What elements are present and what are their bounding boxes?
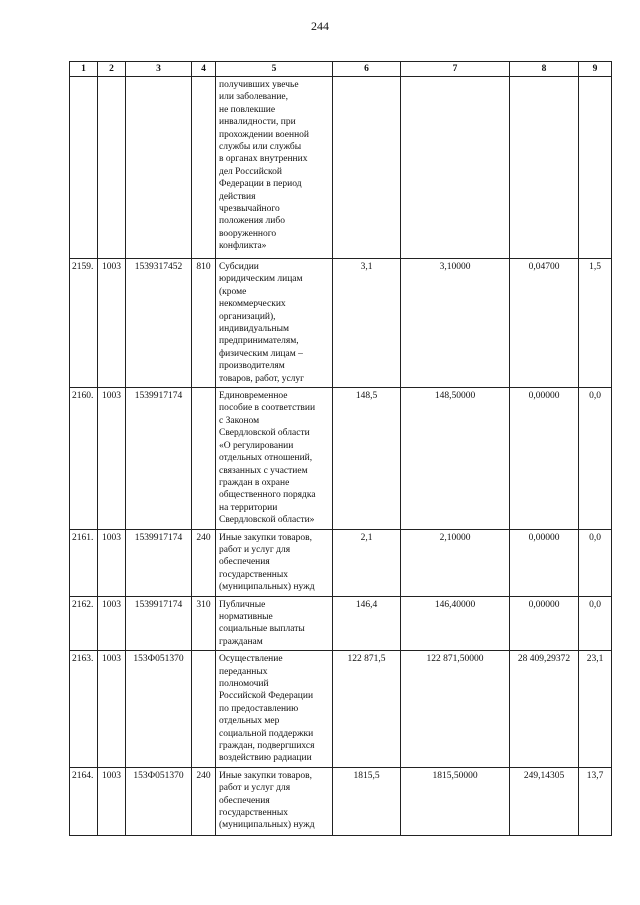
target-article-code: 1539917174	[126, 529, 192, 596]
row-number: 2160.	[70, 388, 98, 529]
section-code: 1003	[98, 767, 126, 835]
table-row	[70, 259, 612, 388]
table-row	[70, 529, 612, 596]
section-code	[98, 77, 126, 259]
planned-amount-precise	[401, 77, 510, 259]
column-header: 3	[126, 62, 192, 77]
execution-percent: 0,0	[579, 529, 612, 596]
item-name: Единовременное пособие в соответствии с Законом Свердловской области «О регулировании отдельных отношений, связанных с участием граждан в охране общественного порядка на территории Свердловской области»	[216, 388, 333, 529]
planned-amount: 148,5	[333, 388, 401, 529]
execution-percent: 13,7	[579, 767, 612, 835]
row-number: 2163.	[70, 651, 98, 768]
item-name: Публичные нормативные социальные выплаты гражданам	[216, 596, 333, 651]
expense-type-code	[192, 651, 216, 768]
section-code: 1003	[98, 259, 126, 388]
column-header: 1	[70, 62, 98, 77]
executed-amount: 0,00000	[510, 596, 579, 651]
expense-type-code: 240	[192, 529, 216, 596]
table-row	[70, 651, 612, 768]
row-number: 2162.	[70, 596, 98, 651]
executed-amount: 0,04700	[510, 259, 579, 388]
table-header-row	[70, 62, 612, 77]
column-header: 7	[401, 62, 510, 77]
execution-percent: 0,0	[579, 596, 612, 651]
target-article-code: 1539917174	[126, 596, 192, 651]
target-article-code: 153Ф051370	[126, 651, 192, 768]
column-header: 2	[98, 62, 126, 77]
planned-amount-precise: 122 871,50000	[401, 651, 510, 768]
execution-percent: 0,0	[579, 388, 612, 529]
target-article-code	[126, 77, 192, 259]
table-row	[70, 77, 612, 259]
expense-type-code: 240	[192, 767, 216, 835]
planned-amount-precise: 148,50000	[401, 388, 510, 529]
executed-amount	[510, 77, 579, 259]
planned-amount: 146,4	[333, 596, 401, 651]
planned-amount-precise: 3,10000	[401, 259, 510, 388]
page-number: 244	[311, 19, 329, 33]
executed-amount: 0,00000	[510, 388, 579, 529]
execution-percent: 1,5	[579, 259, 612, 388]
target-article-code: 153Ф051370	[126, 767, 192, 835]
section-code: 1003	[98, 651, 126, 768]
item-name: Иные закупки товаров, работ и услуг для обеспечения государственных (муниципальных) нужд	[216, 529, 333, 596]
column-header: 4	[192, 62, 216, 77]
column-header: 6	[333, 62, 401, 77]
column-header: 9	[579, 62, 612, 77]
expense-type-code: 310	[192, 596, 216, 651]
column-header: 5	[216, 62, 333, 77]
planned-amount-precise: 2,10000	[401, 529, 510, 596]
executed-amount: 249,14305	[510, 767, 579, 835]
planned-amount: 3,1	[333, 259, 401, 388]
table-row	[70, 767, 612, 835]
item-name: Субсидии юридическим лицам (кроме некоммерческих организаций), индивидуальным предпринимателям, физическим лицам – производителям товаров, работ, услуг	[216, 259, 333, 388]
item-name: получивших увечье или заболевание, не повлекшие инвалидности, при прохождении военной службы или службы в органах внутренних дел Российской Федерации в период действия чрезвычайного положения либо вооруженного конфликта»	[216, 77, 333, 259]
expense-type-code	[192, 388, 216, 529]
table-row	[70, 596, 612, 651]
row-number: 2159.	[70, 259, 98, 388]
planned-amount	[333, 77, 401, 259]
row-number	[70, 77, 98, 259]
execution-percent: 23,1	[579, 651, 612, 768]
item-name: Осуществление переданных полномочий Российской Федерации по предоставлению отдельных мер социальной поддержки граждан, подвергшихся воздействию радиации	[216, 651, 333, 768]
budget-table	[69, 61, 612, 836]
row-number: 2161.	[70, 529, 98, 596]
planned-amount-precise: 1815,50000	[401, 767, 510, 835]
executed-amount: 28 409,29372	[510, 651, 579, 768]
section-code: 1003	[98, 596, 126, 651]
execution-percent	[579, 77, 612, 259]
column-header: 8	[510, 62, 579, 77]
executed-amount: 0,00000	[510, 529, 579, 596]
section-code: 1003	[98, 388, 126, 529]
planned-amount: 1815,5	[333, 767, 401, 835]
row-number: 2164.	[70, 767, 98, 835]
expense-type-code: 810	[192, 259, 216, 388]
target-article-code: 1539317452	[126, 259, 192, 388]
planned-amount-precise: 146,40000	[401, 596, 510, 651]
target-article-code: 1539917174	[126, 388, 192, 529]
table-row	[70, 388, 612, 529]
planned-amount: 122 871,5	[333, 651, 401, 768]
section-code: 1003	[98, 529, 126, 596]
planned-amount: 2,1	[333, 529, 401, 596]
expense-type-code	[192, 77, 216, 259]
item-name: Иные закупки товаров, работ и услуг для обеспечения государственных (муниципальных) нужд	[216, 767, 333, 835]
